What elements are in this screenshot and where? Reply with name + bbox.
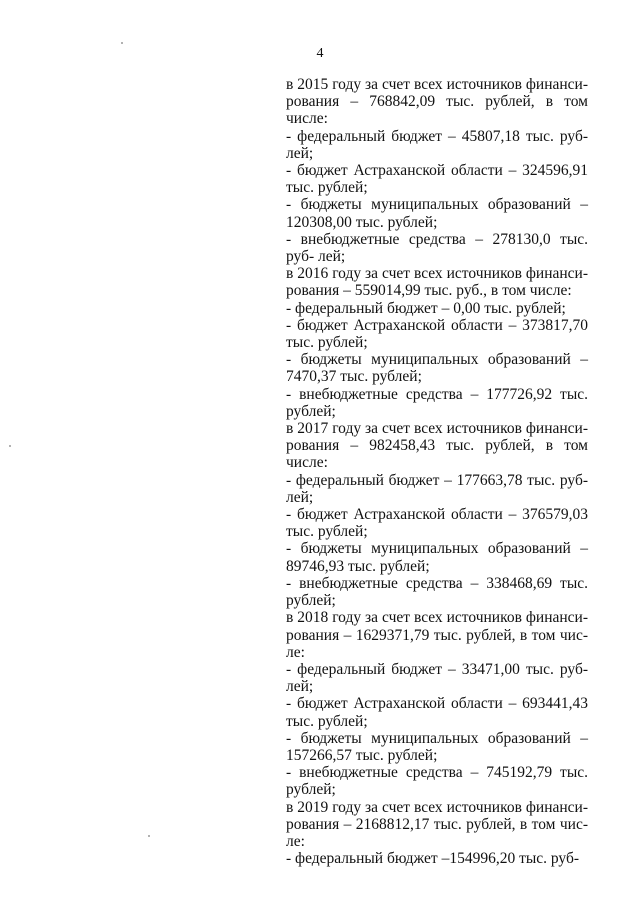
paragraph: в 2016 году за счет всех источников финанси- рования – 559014,99 тыс. руб., в том числе: — [286, 265, 588, 300]
paragraph: - бюджет Астраханской области – 324596,91 тыс. рублей; — [286, 162, 588, 197]
paragraph: - федеральный бюджет – 0,00 тыс. рублей; — [286, 299, 566, 317]
scan-speck — [9, 445, 11, 447]
page-number: 4 — [316, 46, 324, 61]
paragraph: - бюджет Астраханской области – 693441,43 тыс. рублей; — [286, 695, 588, 730]
paragraph: в 2015 году за счет всех источников финанси- рования – 768842,09 тыс. рублей, в том числе: — [286, 76, 588, 128]
paragraph: - бюджеты муниципальных образований – 7470,37 тыс. рублей; — [286, 351, 588, 386]
paragraph: - федеральный бюджет – 177663,78 тыс. руб- лей; — [286, 471, 588, 506]
paragraph: - бюджет Астраханской области – 373817,70 тыс. рублей; — [286, 316, 588, 352]
paragraph: - бюджет Астраханской области – 376579,03 тыс. рублей; — [286, 506, 588, 541]
paragraph: - бюджеты муниципальных образований – 157266,57 тыс. рублей; — [286, 729, 588, 764]
scan-speck — [121, 42, 123, 44]
paragraph: - федеральный бюджет – 45807,18 тыс. руб- лей; — [286, 127, 588, 162]
paragraph: - бюджеты муниципальных образований – 89746,93 тыс. рублей; — [286, 540, 588, 575]
paragraph: - внебюджетные средства – 745192,79 тыс. рублей; — [286, 764, 588, 799]
paragraph: в 2018 году за счет всех источников финанси- рования – 1629371,79 тыс. рублей, в том чис- ле: — [286, 609, 588, 661]
paragraph: - федеральный бюджет – 33471,00 тыс. руб- лей; — [286, 660, 588, 696]
paragraph: - бюджеты муниципальных образований – 120308,00 тыс. рублей; — [286, 196, 588, 231]
paragraph: - внебюджетные средства – 338468,69 тыс. рублей; — [286, 574, 588, 610]
paragraph: в 2017 году за счет всех источников финанси- рования – 982458,43 тыс. рублей, в том числе: — [286, 420, 588, 472]
paragraph: - внебюджетные средства – 278130,0 тыс. руб- лей; — [286, 230, 588, 266]
scan-speck — [148, 835, 150, 837]
paragraph: - федеральный бюджет –154996,20 тыс. руб- — [286, 850, 580, 868]
paragraph: в 2019 году за счет всех источников финанси- рования – 2168812,17 тыс. рублей, в том чис- ле: — [286, 798, 588, 850]
funding-text — [286, 76, 588, 867]
paragraph: - внебюджетные средства – 177726,92 тыс. рублей; — [286, 385, 588, 420]
